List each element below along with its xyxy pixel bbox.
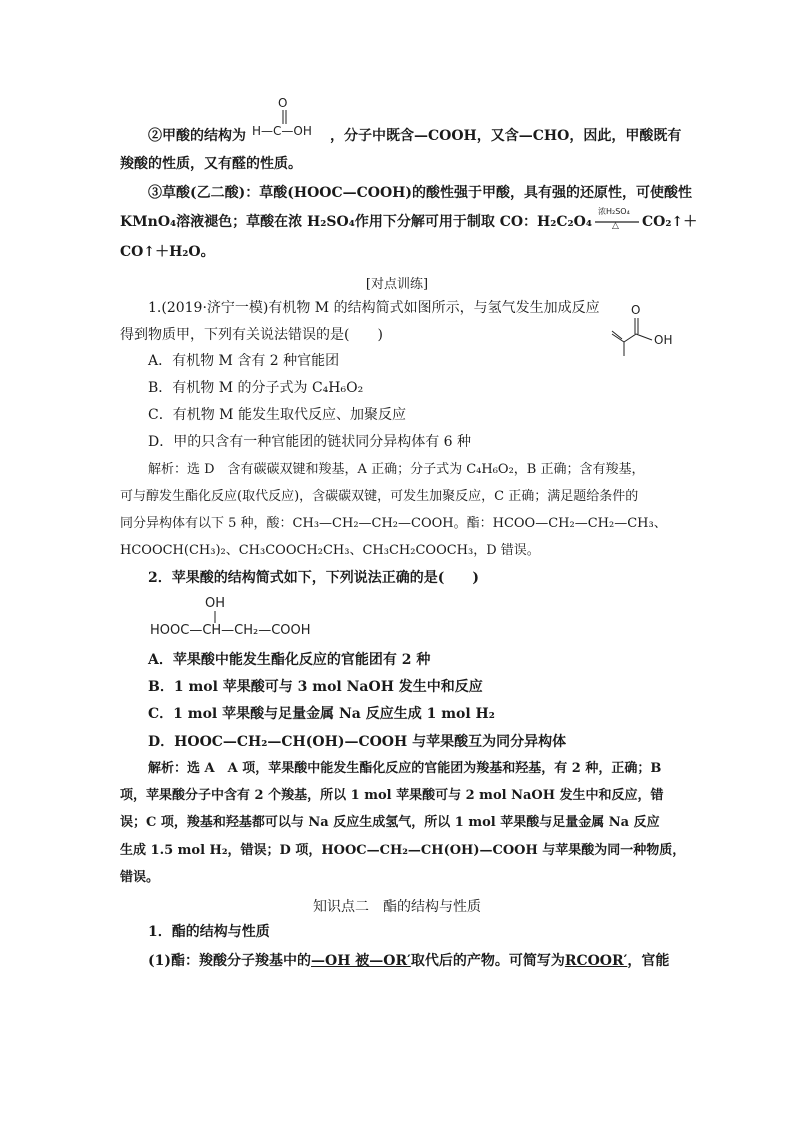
q1-structure-hydroxyl: OH: [654, 333, 673, 347]
oxalic-line-1: ③草酸(乙二酸)：草酸(HOOC—COOH)的酸性强于甲酸，具有强的还原性，可使酸性: [148, 185, 693, 201]
ester-blank-2: RCOOR′: [564, 953, 628, 969]
q1-explanation-2: 可与醇发生酯化反应(取代反应)，含碳碳双键，可发生加聚反应，C 正确；满足题给条件的: [120, 489, 639, 504]
ester-definition-line: [148, 951, 669, 971]
oxalic-line-2b: CO₂↑＋: [642, 214, 698, 230]
reaction-condition-bottom: △: [612, 221, 619, 231]
q1-option-a: A．有机物 M 含有 2 种官能团: [148, 353, 340, 369]
q1-option-c: C．有机物 M 能发生取代反应、加聚反应: [148, 407, 406, 423]
ester-heading: 1．酯的结构与性质: [148, 924, 270, 940]
ester-blank-1: —OH 被—OR′: [311, 953, 411, 969]
q2-explanation-5: 错误。: [120, 870, 160, 885]
ester-definition-part-b: 取代后的产物。可简写为: [410, 953, 565, 969]
q1-explanation-1: 解析：选 D 含有碳碳双键和羧基，A 正确；分子式为 C₄H₆O₂，B 正确；含有羧基，: [148, 462, 645, 477]
q2-stem: 2．苹果酸的结构简式如下，下列说法正确的是( ): [148, 570, 479, 586]
q2-structure-bond: [213, 611, 217, 623]
q2-option-a: A．苹果酸中能发生酯化反应的官能团有 2 种: [148, 652, 431, 668]
oxalic-line-2a: KMnO₄溶液褪色；草酸在浓 H₂SO₄作用下分解可用于制取 CO：H₂C₂O₄: [120, 214, 593, 230]
q2-explanation-2: 项，苹果酸分子中含有 2 个羧基，所以 1 mol 苹果酸可与 2 mol NaOH 发生中和反应，错: [120, 788, 664, 803]
section-title-practice: [对点训练]: [365, 277, 429, 292]
q2-option-d: D．HOOC—CH₂—CH(OH)—COOH 与苹果酸互为同分异构体: [148, 734, 567, 750]
formic-structure-oxygen: O: [278, 96, 288, 110]
q1-option-d: D．甲的只含有一种官能团的链状同分异构体有 6 种: [148, 434, 472, 450]
q2-explanation-4: 生成 1.5 mol H₂，错误；D 项，HOOC—CH₂—CH(OH)—COOH 与苹果酸为同一种物质，: [120, 843, 686, 858]
q1-explanation-4: HCOOCH(CH₃)₂、CH₃COOCH₂CH₃、CH₃CH₂COOCH₃，D 错误。: [120, 543, 540, 558]
reaction-condition-top: 浓H₂SO₄: [598, 207, 630, 216]
section-title-esters: 知识点二 酯的结构与性质: [313, 899, 481, 915]
ester-definition-part-a: (1)酯：羧酸分子羧基中的: [148, 953, 311, 969]
q2-explanation-1: 解析：选 A A 项，苹果酸中能发生酯化反应的官能团为羧基和羟基，有 2 种，正确；B: [148, 761, 662, 776]
oxalic-line-3: CO↑＋H₂O。: [120, 244, 215, 260]
formic-line-1a: ②甲酸的结构为: [148, 128, 246, 144]
formic-line-1b: ，分子中既含—COOH，又含—CHO，因此，甲酸既有: [330, 128, 682, 144]
q1-stem-2: 得到物质甲，下列有关说法错误的是( ): [120, 327, 383, 343]
q2-option-b: B．1 mol 苹果酸可与 3 mol NaOH 发生中和反应: [148, 679, 483, 695]
ester-definition-part-c: ，官能: [627, 953, 670, 969]
q1-structure-oxygen: O: [631, 303, 641, 317]
formic-double-bond: [281, 110, 289, 124]
q2-structure-hydroxyl: OH: [205, 596, 226, 611]
q1-skeletal-structure: [610, 316, 658, 358]
q1-stem-1: 1.(2019·济宁一模)有机物 M 的结构简式如图所示，与氢气发生加成反应: [148, 300, 600, 316]
q2-explanation-3: 误；C 项，羧基和羟基都可以与 Na 反应生成氢气，所以 1 mol 苹果酸与足量金属 Na 反应: [120, 815, 660, 830]
formic-structure-chain: H—C—OH: [252, 124, 312, 138]
q1-explanation-3: 同分异构体有以下 5 种，酸：CH₃—CH₂—CH₂—COOH。酯：HCOO—CH₂—CH₂—CH₃、: [120, 516, 667, 531]
q2-structure-chain: HOOC—CH—CH₂—COOH: [150, 623, 311, 638]
q2-option-c: C．1 mol 苹果酸与足量金属 Na 反应生成 1 mol H₂: [148, 706, 495, 722]
q1-option-b: B．有机物 M 的分子式为 C₄H₆O₂: [148, 380, 364, 396]
formic-line-2: 羧酸的性质，又有醛的性质。: [120, 156, 302, 172]
